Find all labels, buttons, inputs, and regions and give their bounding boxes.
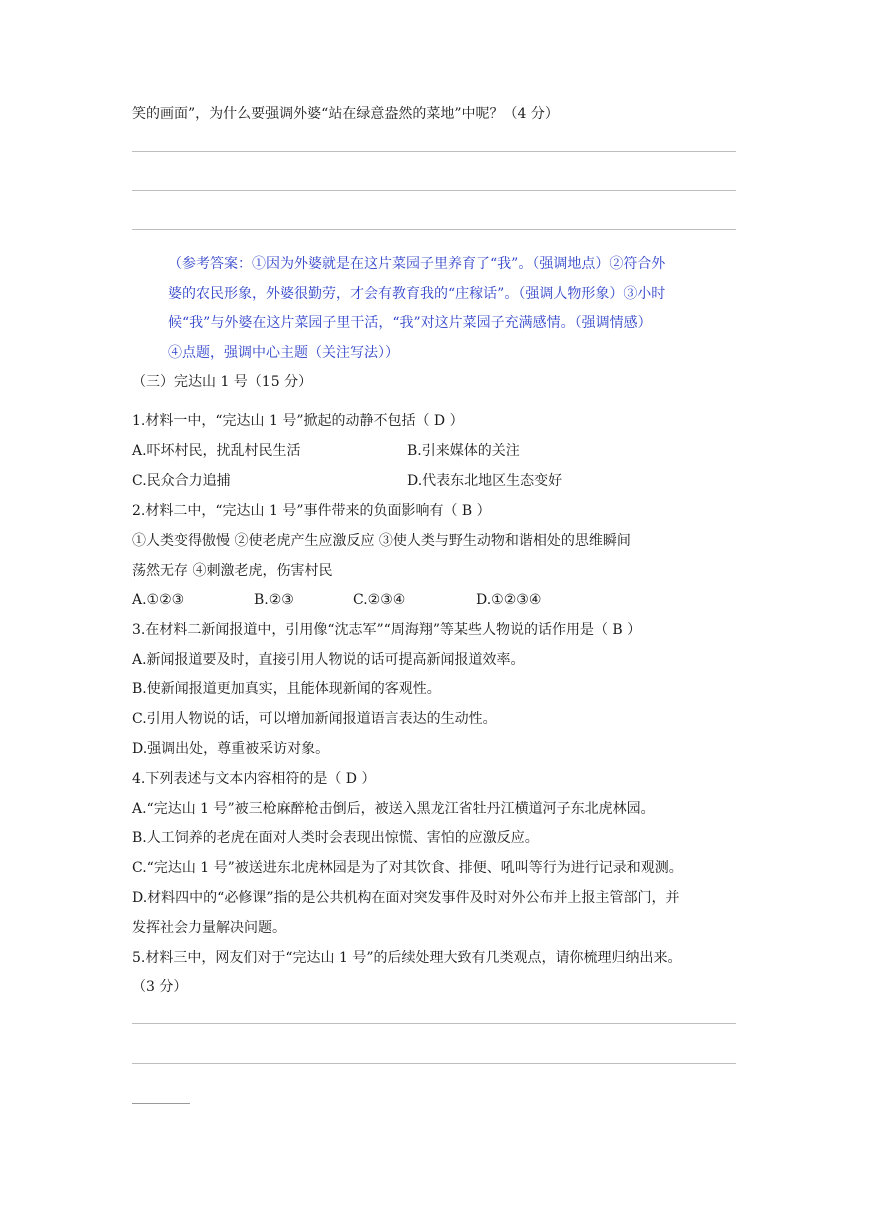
reference-answer-line-3: 候“我”与外婆在这片菜园子里干活，“我”对这片菜园子充满感情。（强调情感） [168, 315, 652, 331]
question-1-option-a: A.吓坏村民，扰乱村民生活 [132, 443, 301, 459]
question-5-stem: 5.材料三中，网友们对于“完达山 1 号”的后续处理大致有几类观点，请你梳理归纳出来。 [132, 950, 682, 966]
answer-line [132, 151, 736, 152]
reference-answer-line-4: ④点题，强调中心主题（关注写法）） [168, 345, 399, 361]
question-1-option-c: C.民众合力追捕 [132, 473, 231, 489]
question-4-option-d-line-1: D.材料四中的“必修课”指的是公共机构在面对突发事件及时对外公布并上报主管部门，并 [132, 890, 680, 906]
question-2-option-b: B.②③ [254, 592, 294, 608]
question-4-option-b: B.人工饲养的老虎在面对人类时会表现出惊慌、害怕的应激反应。 [132, 830, 539, 846]
question-1-option-b: B.引来媒体的关注 [407, 443, 520, 459]
question-2-items-line-1: ①人类变得傲慢 ②使老虎产生应激反应 ③使人类与野生动物和谐相处的思维瞬间 [132, 533, 631, 549]
question-2-items-line-2: 荡然无存 ④刺激老虎，伤害村民 [132, 563, 333, 579]
question-4-stem: 4.下列表述与文本内容相符的是（ D ） [132, 771, 376, 787]
question-4-option-c: C.“完达山 1 号”被送进东北虎林园是为了对其饮食、排便、吼叫等行为进行记录和观测。 [132, 860, 683, 876]
reference-answer-line-1: （参考答案：①因为外婆就是在这片菜园子里养育了“我”。（强调地点）②符合外 [168, 256, 666, 272]
question-2-option-d: D.①②③④ [476, 592, 542, 608]
question-1-stem: 1.材料一中，“完达山 1 号”掀起的动静不包括（ D ） [132, 413, 464, 429]
reference-answer-line-2: 婆的农民形象，外婆很勤劳，才会有教育我的“庄稼话”。（强调人物形象）③小时 [168, 286, 666, 302]
question-4-option-d-line-2: 发挥社会力量解决问题。 [132, 920, 286, 936]
question-3-option-b: B.使新闻报道更加真实，且能体现新闻的客观性。 [132, 681, 441, 697]
question-3-option-a: A.新闻报道要及时，直接引用人物说的话可提高新闻报道效率。 [132, 652, 525, 668]
footnote-separator [132, 1103, 190, 1104]
question-2-stem: 2.材料二中，“完达山 1 号”事件带来的负面影响有（ B ） [132, 503, 491, 519]
question-5-score: （3 分） [132, 979, 188, 995]
question-3-stem: 3.在材料二新闻报道中，引用像“沈志军”“周海翔”等某些人物说的话作用是（ B ） [132, 622, 642, 638]
question-2-option-c: C.②③④ [353, 592, 406, 608]
question-prev-tail: 笑的画面”，为什么要强调外婆“站在绿意盎然的菜地”中呢？（4 分） [132, 106, 559, 122]
question-4-option-a: A.“完达山 1 号”被三枪麻醉枪击倒后，被送入黑龙江省牡丹江横道河子东北虎林园。 [132, 801, 655, 817]
question-3-option-d: D.强调出处，尊重被采访对象。 [132, 741, 330, 757]
answer-line [132, 1063, 736, 1064]
question-1-option-d: D.代表东北地区生态变好 [407, 473, 563, 489]
question-2-option-a: A.①②③ [132, 592, 185, 608]
answer-line [132, 1023, 736, 1024]
answer-line [132, 190, 736, 191]
section-title: （三）完达山 1 号（15 分） [132, 374, 313, 390]
answer-line [132, 229, 736, 230]
question-3-option-c: C.引用人物说的话，可以增加新闻报道语言表达的生动性。 [132, 711, 497, 727]
